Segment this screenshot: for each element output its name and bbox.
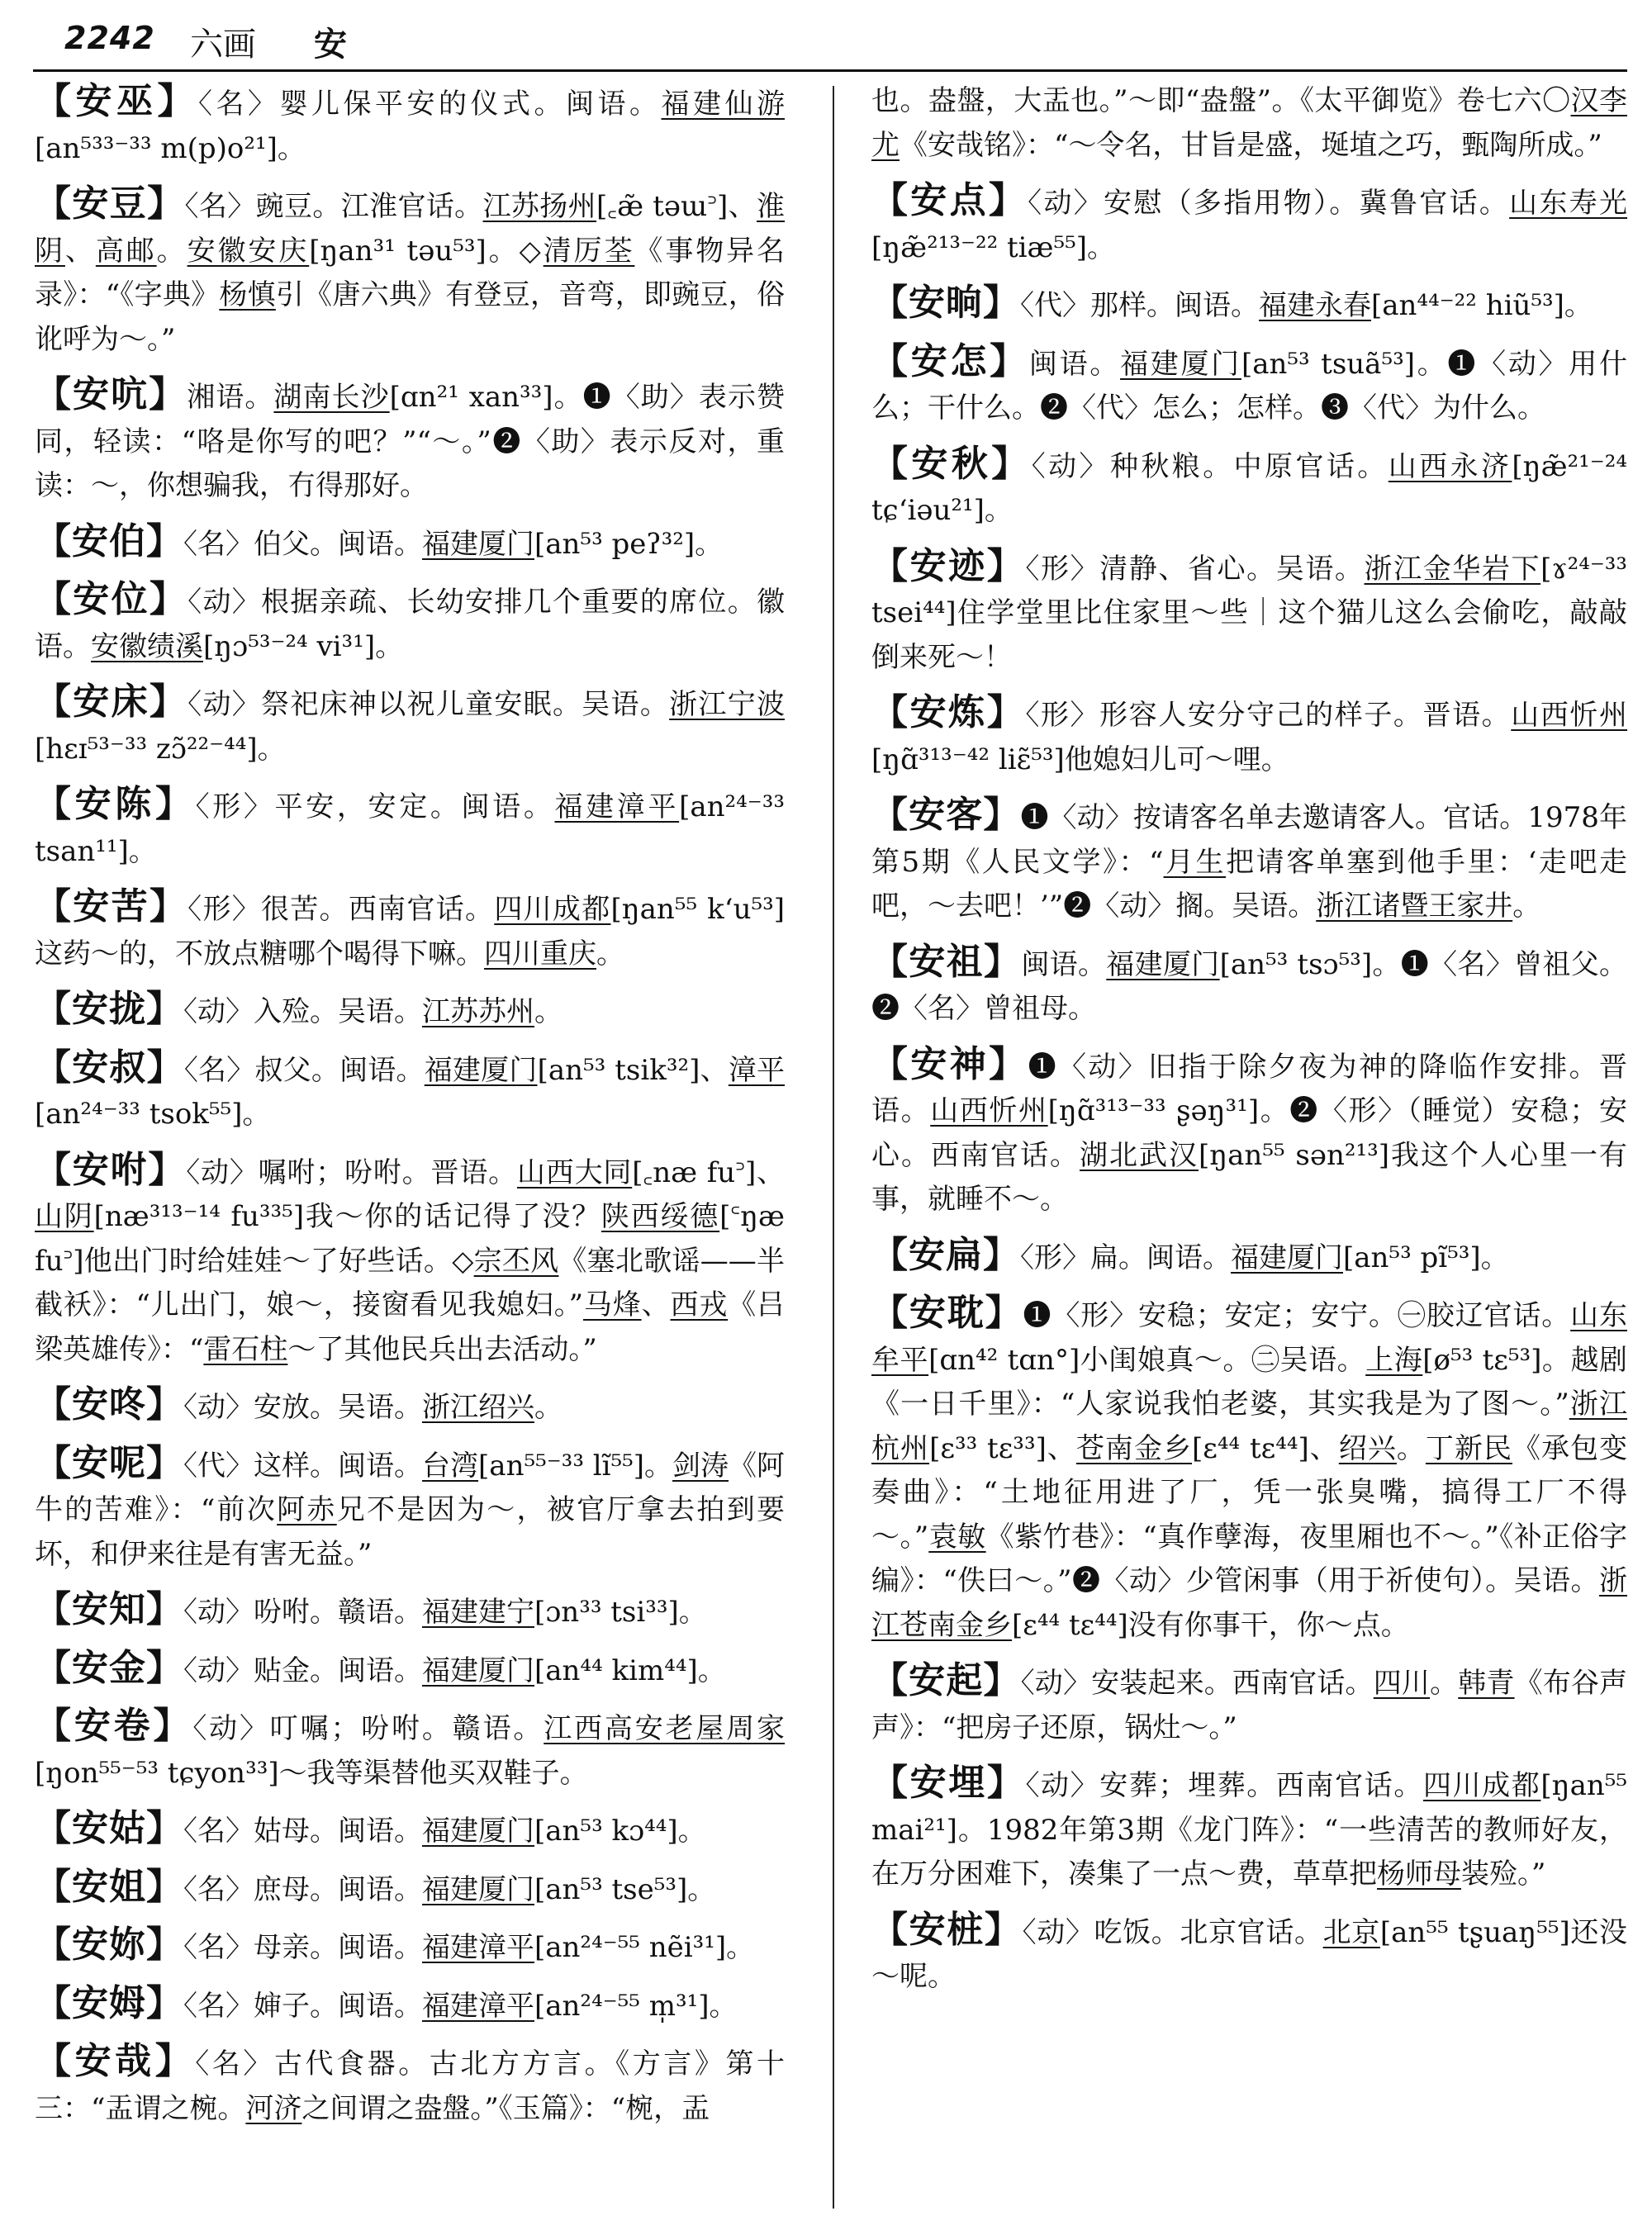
dictionary-entry <box>35 182 785 362</box>
entry-text: [ŋan⁵⁵ sən²¹³]我这个人心里一有事，就睡不～。 <box>871 1138 1628 1216</box>
proper-name: 山西忻州 <box>930 1094 1048 1127</box>
proper-name: 宗丕风 <box>473 1244 559 1278</box>
entry-headword: 【安巫】 <box>35 80 198 122</box>
dictionary-entry <box>35 577 785 669</box>
page-number: 2242 <box>64 20 155 56</box>
proper-name: 陕西绥德 <box>601 1200 720 1233</box>
proper-name: 袁敏 <box>928 1520 986 1554</box>
entry-headword: 【安苦】 <box>35 885 188 928</box>
entry-headword: 【安点】 <box>871 179 1028 221</box>
proper-name: 浙江金华岩下 <box>1364 552 1541 586</box>
entry-headword: 【安迹】 <box>871 544 1026 587</box>
entry-headword: 【安姑】 <box>35 1807 183 1849</box>
entry-text: [an²⁴⁻³³ tsok⁵⁵]。 <box>35 1098 271 1131</box>
dictionary-entry <box>35 782 785 874</box>
proper-name: 浙江绍兴 <box>422 1391 534 1424</box>
entry-text: 〈动〉叮嘱；吩咐。赣语。 <box>192 1712 544 1745</box>
dictionary-entry <box>35 1383 785 1431</box>
entry-headword: 【安拢】 <box>35 988 183 1030</box>
entry-text: 。 <box>156 234 188 268</box>
entry-headword: 【安埋】 <box>871 1762 1026 1804</box>
entry-headword: 【安妳】 <box>35 1924 183 1966</box>
entry-text: 、 <box>641 1288 671 1321</box>
entry-text: 〈名〉母亲。闽语。 <box>183 1931 422 1964</box>
entry-headword: 【安伯】 <box>35 520 183 562</box>
dictionary-entry <box>35 1923 785 1971</box>
proper-name: 福建漳平 <box>554 790 680 823</box>
entry-text: [ø⁵³ tɛ⁵³]。越剧《一日千里》：“人家说我怕老婆，其实我是为了图～。” <box>871 1343 1628 1421</box>
entry-text: 《布谷声声》：“把房子还原，锅灶～。” <box>871 1667 1628 1744</box>
dictionary-entry <box>35 520 785 567</box>
dictionary-entry <box>871 940 1627 1032</box>
entry-text: [an⁵³ tsik³²]、 <box>537 1053 729 1087</box>
entry-continuation <box>871 79 1627 168</box>
entry-text: [an²⁴⁻⁵⁵ nẽi³¹]。 <box>534 1931 755 1964</box>
entry-headword: 【安呢】 <box>35 1441 184 1484</box>
entry-text: [ŋɔ⁵³⁻²⁴ vi³¹]。 <box>203 629 404 663</box>
entry-text: 〈动〉根据亲疏、长幼安排几个重要的席位。徽语。 <box>35 586 786 663</box>
dictionary-entry <box>35 2039 785 2131</box>
entry-text: [an²⁴⁻⁵⁵ m̩³¹]。 <box>534 1989 738 2023</box>
entry-text: [ŋan⁵⁵ k‘u⁵³]这药～的，不放点糖哪个喝得下嘛。 <box>35 893 786 970</box>
proper-name: 福建厦门 <box>422 527 534 561</box>
dictionary-entry <box>35 372 785 509</box>
entry-text: 《承包变奏曲》：“土地征用进了厂，凭一张臭嘴，搞得工厂不得～。” <box>871 1431 1628 1554</box>
entry-text: [ŋæ̃²¹³⁻²² tiæ⁵⁵]。 <box>871 230 1116 264</box>
entry-text: ～了其他民兵出去活动。” <box>287 1332 597 1366</box>
dictionary-entry <box>871 544 1627 681</box>
entry-text: 《塞北歌谣——半截袄》：“儿出门，娘～，接窗看见我媳妇。” <box>35 1244 786 1321</box>
proper-name: 四川重庆 <box>484 937 596 970</box>
entry-text: [ŋon⁵⁵⁻⁵³ tɕyon³³]～我等渠替他买双鞋子。 <box>35 1756 588 1790</box>
proper-name: 福建厦门 <box>422 1815 534 1848</box>
entry-text: ❶〈动〉旧指于除夕夜为神的降临作安排。晋语。 <box>871 1050 1628 1127</box>
proper-name: 月生 <box>1163 845 1227 879</box>
entry-text: 《紫竹巷》：“真作孽海，夜里厢也不～。”《补正俗字编》：“佚曰～。”❷〈动〉少管闲事（用于祈使句）。吴语。 <box>871 1520 1628 1597</box>
proper-name: 湖南长沙 <box>273 381 390 414</box>
proper-name: 福建厦门 <box>424 1053 538 1087</box>
entry-headword: 【安神】 <box>871 1042 1028 1085</box>
entry-text: 〈动〉嘱咐；吩咐。晋语。 <box>186 1155 517 1189</box>
entry-headword: 【安炼】 <box>871 691 1026 733</box>
entry-text: [ŋɑ̃³¹³⁻⁴² liɛ̃⁵³]他媳妇儿可～哩。 <box>871 743 1289 776</box>
entry-text: 之间谓之盎盤。”《玉篇》：“椀，盂 <box>301 2091 710 2125</box>
entry-text: 。 <box>1430 1667 1459 1700</box>
entry-text: 〈形〉清静、省心。吴语。 <box>1025 552 1365 586</box>
entry-headword: 【安姐】 <box>35 1865 183 1908</box>
entry-headword: 【安秋】 <box>871 442 1032 485</box>
proper-name: 苍南金乡 <box>1075 1431 1192 1465</box>
entry-text: 〈动〉吃饭。北京官话。 <box>1022 1915 1323 1949</box>
dictionary-entry <box>35 1646 785 1694</box>
entry-text: [an⁵⁵ tʂuaŋ⁵⁵]还没～呢。 <box>871 1915 1628 1993</box>
proper-name: 北京 <box>1322 1915 1380 1949</box>
entry-text: 《阿牛的苦难》：“前次 <box>35 1449 786 1526</box>
dictionary-entry <box>35 885 785 976</box>
entry-text: [ɑn²¹ xan³³]。❶〈助〉表示赞同，轻读：“咯是你写的吧？”“～。”❷〈助〉表示反对，重读：～，你想骗我，冇得那好。 <box>35 381 786 502</box>
dictionary-entry <box>35 1441 785 1578</box>
entry-text: 。 <box>1396 1431 1426 1465</box>
entry-headword: 【安扁】 <box>871 1233 1020 1276</box>
proper-name: 山东牟平 <box>871 1299 1627 1377</box>
entry-text: [ɑn⁴² tɑn°]小闺娘真～。㊁吴语。 <box>928 1343 1366 1377</box>
entry-text: ❶〈形〉安稳；安定；安宁。㊀胶辽官话。 <box>1023 1299 1571 1332</box>
entry-text: [an⁵³ tse⁵³]。 <box>534 1872 716 1906</box>
entry-text: [an⁵³ peʔ³²]。 <box>534 527 724 561</box>
entry-text: 、 <box>64 234 96 268</box>
entry-text: [ɔn³³ tsi³³]。 <box>534 1596 707 1629</box>
entry-text: [an⁵⁵⁻³³ lĩ⁵⁵]。 <box>478 1449 673 1483</box>
proper-name: 山西忻州 <box>1511 699 1628 732</box>
dictionary-entry <box>35 1806 785 1854</box>
proper-name: 上海 <box>1365 1343 1423 1377</box>
entry-text: 《吕梁英雄传》：“ <box>35 1288 786 1366</box>
entry-headword: 【安哉】 <box>35 2040 196 2082</box>
entry-text: 引《唐六典》有登豆，音弯，即豌豆，俗讹呼为～。” <box>35 278 786 356</box>
dictionary-entry <box>35 1148 785 1373</box>
entry-text: [ŋan³¹ təu⁵³]。◇ <box>309 234 544 268</box>
proper-name: 福建仙游 <box>661 88 785 121</box>
entry-text: [an⁵³³⁻³³ m(p)o²¹]。 <box>35 131 306 165</box>
proper-name: 浙江诸暨王家井 <box>1316 890 1513 923</box>
dictionary-entry <box>35 1587 785 1635</box>
entry-text: 〈名〉古代食器。古北方方言。《方言》第十三：“盂谓之椀。 <box>35 2047 786 2125</box>
entry-text: [꜀æ̃ təɯ꜄]、 <box>596 190 757 223</box>
entry-text: 《事物异名录》：“《字典》 <box>35 234 786 311</box>
dictionary-entry <box>871 1042 1627 1222</box>
proper-name: 福建建宁 <box>422 1596 534 1629</box>
proper-name: 清厉荃 <box>543 234 635 268</box>
entry-text: 〈形〉扁。闽语。 <box>1020 1241 1231 1274</box>
proper-name: 台湾 <box>422 1449 479 1483</box>
proper-name: 福建厦门 <box>1120 347 1241 381</box>
entry-text: 〈代〉这样。闽语。 <box>183 1449 423 1483</box>
entry-text: 〈动〉安慰（多指用物）。冀鲁官话。 <box>1028 187 1510 220</box>
entry-text: 闽语。 <box>1021 947 1107 981</box>
entry-headword: 【安晌】 <box>871 282 1020 324</box>
dictionary-entry <box>871 281 1627 329</box>
proper-name: 绍兴 <box>1338 1431 1397 1465</box>
entry-headword: 【安金】 <box>35 1646 183 1689</box>
proper-name: 山西大同 <box>516 1155 633 1189</box>
proper-name: 福建厦门 <box>1231 1241 1343 1274</box>
proper-name: 福建永春 <box>1259 289 1371 322</box>
left-column <box>35 79 785 2142</box>
entry-text: 闽语。 <box>1028 347 1121 381</box>
entry-text: [ŋan⁵⁵ mai²¹]。1982年第3期《龙门阵》：“一些清苦的教师好友，在万分困难下，凑集了一点～费，草草把 <box>871 1769 1627 1891</box>
dictionary-entry <box>35 1704 785 1796</box>
entry-text: 。 <box>534 995 563 1028</box>
entry-text: 《安哉铭》：“～令名，甘旨是盛，埏埴之巧，甄陶所成。” <box>900 128 1602 162</box>
entry-text: [an⁴⁴ kim⁴⁴]。 <box>534 1654 726 1687</box>
stroke-section-label: 六画 <box>190 26 256 64</box>
entry-text: 〈动〉入殓。吴语。 <box>183 995 422 1028</box>
proper-name: 湖北武汉 <box>1080 1138 1199 1172</box>
entry-text: 〈形〉很苦。西南官话。 <box>188 893 495 926</box>
proper-name: 江西高安老屋周家 <box>544 1712 786 1745</box>
entry-text: 〈动〉吩咐。赣语。 <box>183 1596 422 1629</box>
entry-headword: 【安咐】 <box>35 1148 187 1191</box>
proper-name: 福建厦门 <box>1106 947 1220 981</box>
proper-name: 四川成都 <box>494 893 611 926</box>
entry-text: [an⁵³ tsɔ⁵³]。❶〈名〉曾祖父。❷〈名〉曾祖母。 <box>871 947 1628 1025</box>
proper-name: 杨师母 <box>1377 1858 1461 1891</box>
entry-text: 〈形〉平安，安定。闽语。 <box>195 790 555 823</box>
entry-text: 。 <box>534 1391 563 1424</box>
proper-name: 江苏苏州 <box>422 995 534 1028</box>
entry-text: 把请客单塞到他手里：‘走吧走吧，～去吧！’”❷〈动〉搁。吴语。 <box>871 845 1628 923</box>
proper-name: 福建漳平 <box>422 1931 534 1964</box>
entry-text: 〈动〉安葬；埋葬。西南官话。 <box>1025 1769 1423 1802</box>
dictionary-entry <box>871 442 1627 534</box>
entry-headword: 【安卷】 <box>35 1705 193 1747</box>
entry-text: 〈名〉叔父。闽语。 <box>183 1053 425 1087</box>
entry-headword: 【安床】 <box>35 681 188 723</box>
proper-name: 河济 <box>245 2091 302 2125</box>
proper-name: 阿赤 <box>277 1493 337 1526</box>
entry-text: 〈动〉安装起来。西南官话。 <box>1020 1667 1374 1700</box>
entry-text: 〈代〉那样。闽语。 <box>1020 289 1259 322</box>
entry-text: [ŋæ̃²¹⁻²⁴ tɕ‘iəu²¹]。 <box>871 449 1628 527</box>
entry-headword: 【安怎】 <box>871 339 1029 382</box>
entry-text: 〈名〉婴儿保平安的仪式。闽语。 <box>198 88 662 121</box>
entry-headword: 【安桩】 <box>871 1908 1023 1951</box>
entry-text: 〈动〉安放。吴语。 <box>183 1391 422 1424</box>
proper-name: 山阴 <box>35 1200 94 1233</box>
entry-text: 〈名〉豌豆。江淮官话。 <box>184 190 483 223</box>
dictionary-entry <box>871 1658 1627 1750</box>
entry-text: [꜀næ fu꜄]、 <box>632 1155 786 1189</box>
entry-text: [꜂ŋæ fu꜄]他出门时给娃娃～了好些话。◇ <box>35 1200 786 1278</box>
entry-headword: 【安姆】 <box>35 1981 183 2024</box>
entry-text: 。 <box>1512 890 1541 923</box>
proper-name: 浙江杭州 <box>871 1388 1628 1465</box>
dictionary-entry <box>35 987 785 1035</box>
dictionary-entry <box>871 339 1627 431</box>
dictionary-entry <box>871 1233 1627 1281</box>
entry-text: [ɛ⁴⁴ tɛ⁴⁴]、 <box>1192 1431 1339 1465</box>
entry-text: 〈动〉种秋粮。中原官话。 <box>1031 449 1389 483</box>
proper-name: 丁新民 <box>1425 1431 1512 1465</box>
entry-headword: 【安叔】 <box>35 1046 184 1089</box>
proper-name: 山西永济 <box>1388 449 1512 483</box>
entry-text: [an²⁴⁻³³ tsan¹¹]。 <box>35 790 786 868</box>
dictionary-entry <box>871 178 1627 270</box>
entry-text: [an⁴⁴⁻²² hiũ⁵³]。 <box>1371 289 1593 322</box>
entry-headword: 【安客】 <box>871 794 1021 836</box>
proper-name: 福建厦门 <box>422 1872 534 1906</box>
dictionary-entry <box>871 690 1627 782</box>
entry-text: [næ³¹³⁻¹⁴ fu³³⁵]我～你的话记得了没？ <box>93 1200 601 1233</box>
entry-headword: 【安耽】 <box>871 1292 1023 1334</box>
entry-text: 〈名〉庶母。闽语。 <box>183 1872 422 1906</box>
entry-text: 兄不是因为～，被官厅拿去拍到要坏，和伊来往是有害无益。” <box>35 1493 785 1571</box>
proper-name: 韩青 <box>1458 1667 1515 1700</box>
proper-name: 福建厦门 <box>422 1654 534 1687</box>
dictionary-entry <box>35 1865 785 1913</box>
dictionary-entry <box>35 79 785 171</box>
entry-text: 也。盎盤，大盂也。”～即“盎盤”。《太平御览》卷七六〇 <box>871 84 1571 117</box>
proper-name: 雷石柱 <box>203 1332 288 1366</box>
entry-headword: 【安祖】 <box>871 940 1022 983</box>
dictionary-entry <box>871 793 1627 929</box>
proper-name: 浙江宁波 <box>669 688 786 721</box>
running-header <box>33 15 1627 72</box>
entry-text: 〈名〉伯父。闽语。 <box>183 527 422 561</box>
dictionary-entry <box>35 1046 785 1137</box>
proper-name: 汉李尤 <box>871 84 1627 162</box>
proper-name: 福建漳平 <box>422 1989 534 2023</box>
entry-headword: 【安知】 <box>35 1588 183 1630</box>
entry-headword: 【安陈】 <box>35 783 196 825</box>
proper-name: 漳平 <box>728 1053 786 1087</box>
entry-headword: 【安豆】 <box>35 183 185 225</box>
entry-headword: 【安位】 <box>35 578 188 620</box>
entry-text: 湘语。 <box>187 381 274 414</box>
entry-text: [an⁵³ tsuã⁵³]。❶〈动〉用什么；干什么。❷〈代〉怎么；怎样。❸〈代〉为什么。 <box>871 347 1628 425</box>
entry-text: [ɛ⁴⁴ tɛ⁴⁴]没有你事干，你～点。 <box>1012 1608 1409 1642</box>
entry-headword: 【安起】 <box>871 1659 1021 1701</box>
proper-name: 杨慎 <box>219 278 276 311</box>
dictionary-entry <box>35 1981 785 2029</box>
head-character: 安 <box>314 25 347 64</box>
entry-text: [ɤ²⁴⁻³³ tsei⁴⁴]住学堂里比住家里～些｜这个猫儿这么会偷吃，敲敲倒来死～！ <box>871 552 1628 674</box>
dictionary-entry <box>871 1908 1627 2000</box>
entry-text: [an⁵³ pĩ⁵³]。 <box>1343 1241 1509 1274</box>
proper-name: 西戎 <box>670 1288 729 1321</box>
proper-name: 四川 <box>1373 1667 1431 1700</box>
dictionary-entry <box>35 680 785 771</box>
entry-text: [hɛɪ⁵³⁻³³ zɔ̃²²⁻⁴⁴]。 <box>35 732 286 766</box>
proper-name: 四川成都 <box>1422 1769 1541 1802</box>
entry-text: 〈名〉姑母。闽语。 <box>183 1815 422 1848</box>
entry-text: [ŋɑ̃³¹³⁻³³ ʂəŋ³¹]。❷〈形〉（睡觉）安稳；安心。西南官话。 <box>871 1094 1627 1172</box>
dictionary-entry <box>871 1291 1627 1648</box>
entry-text: 装殓。” <box>1461 1858 1546 1891</box>
entry-text: 。 <box>596 937 624 970</box>
dictionary-entry <box>871 1761 1627 1897</box>
entry-text: 〈动〉祭祀床神以祝儿童安眠。吴语。 <box>188 688 670 721</box>
proper-name: 高邮 <box>95 234 157 268</box>
entry-text: 〈名〉婶子。闽语。 <box>183 1989 422 2023</box>
entry-text: 〈形〉形容人安分守己的样子。晋语。 <box>1025 699 1512 732</box>
proper-name: 安徽绩溪 <box>91 629 203 663</box>
entry-headword: 【安吭】 <box>35 373 188 415</box>
entry-text: ❶〈动〉按请客名单去邀请客人。官话。1978年第5期《人民文学》：“ <box>871 801 1628 879</box>
proper-name: 安徽安庆 <box>187 234 310 268</box>
proper-name: 山东寿光 <box>1509 187 1628 220</box>
entry-text: 〈动〉贴金。闽语。 <box>183 1654 422 1687</box>
entry-headword: 【安咚】 <box>35 1383 183 1426</box>
proper-name: 江苏扬州 <box>482 190 597 223</box>
proper-name: 马烽 <box>582 1288 642 1321</box>
entry-text: [ɛ³³ tɛ³³]、 <box>929 1431 1076 1465</box>
right-column <box>871 79 1627 2010</box>
proper-name: 淮阴 <box>35 190 786 268</box>
proper-name: 剑涛 <box>672 1449 729 1483</box>
entry-text: [an⁵³ kɔ⁴⁴]。 <box>534 1815 706 1848</box>
proper-name: 浙江苍南金乡 <box>871 1564 1627 1642</box>
column-divider <box>833 86 834 2209</box>
